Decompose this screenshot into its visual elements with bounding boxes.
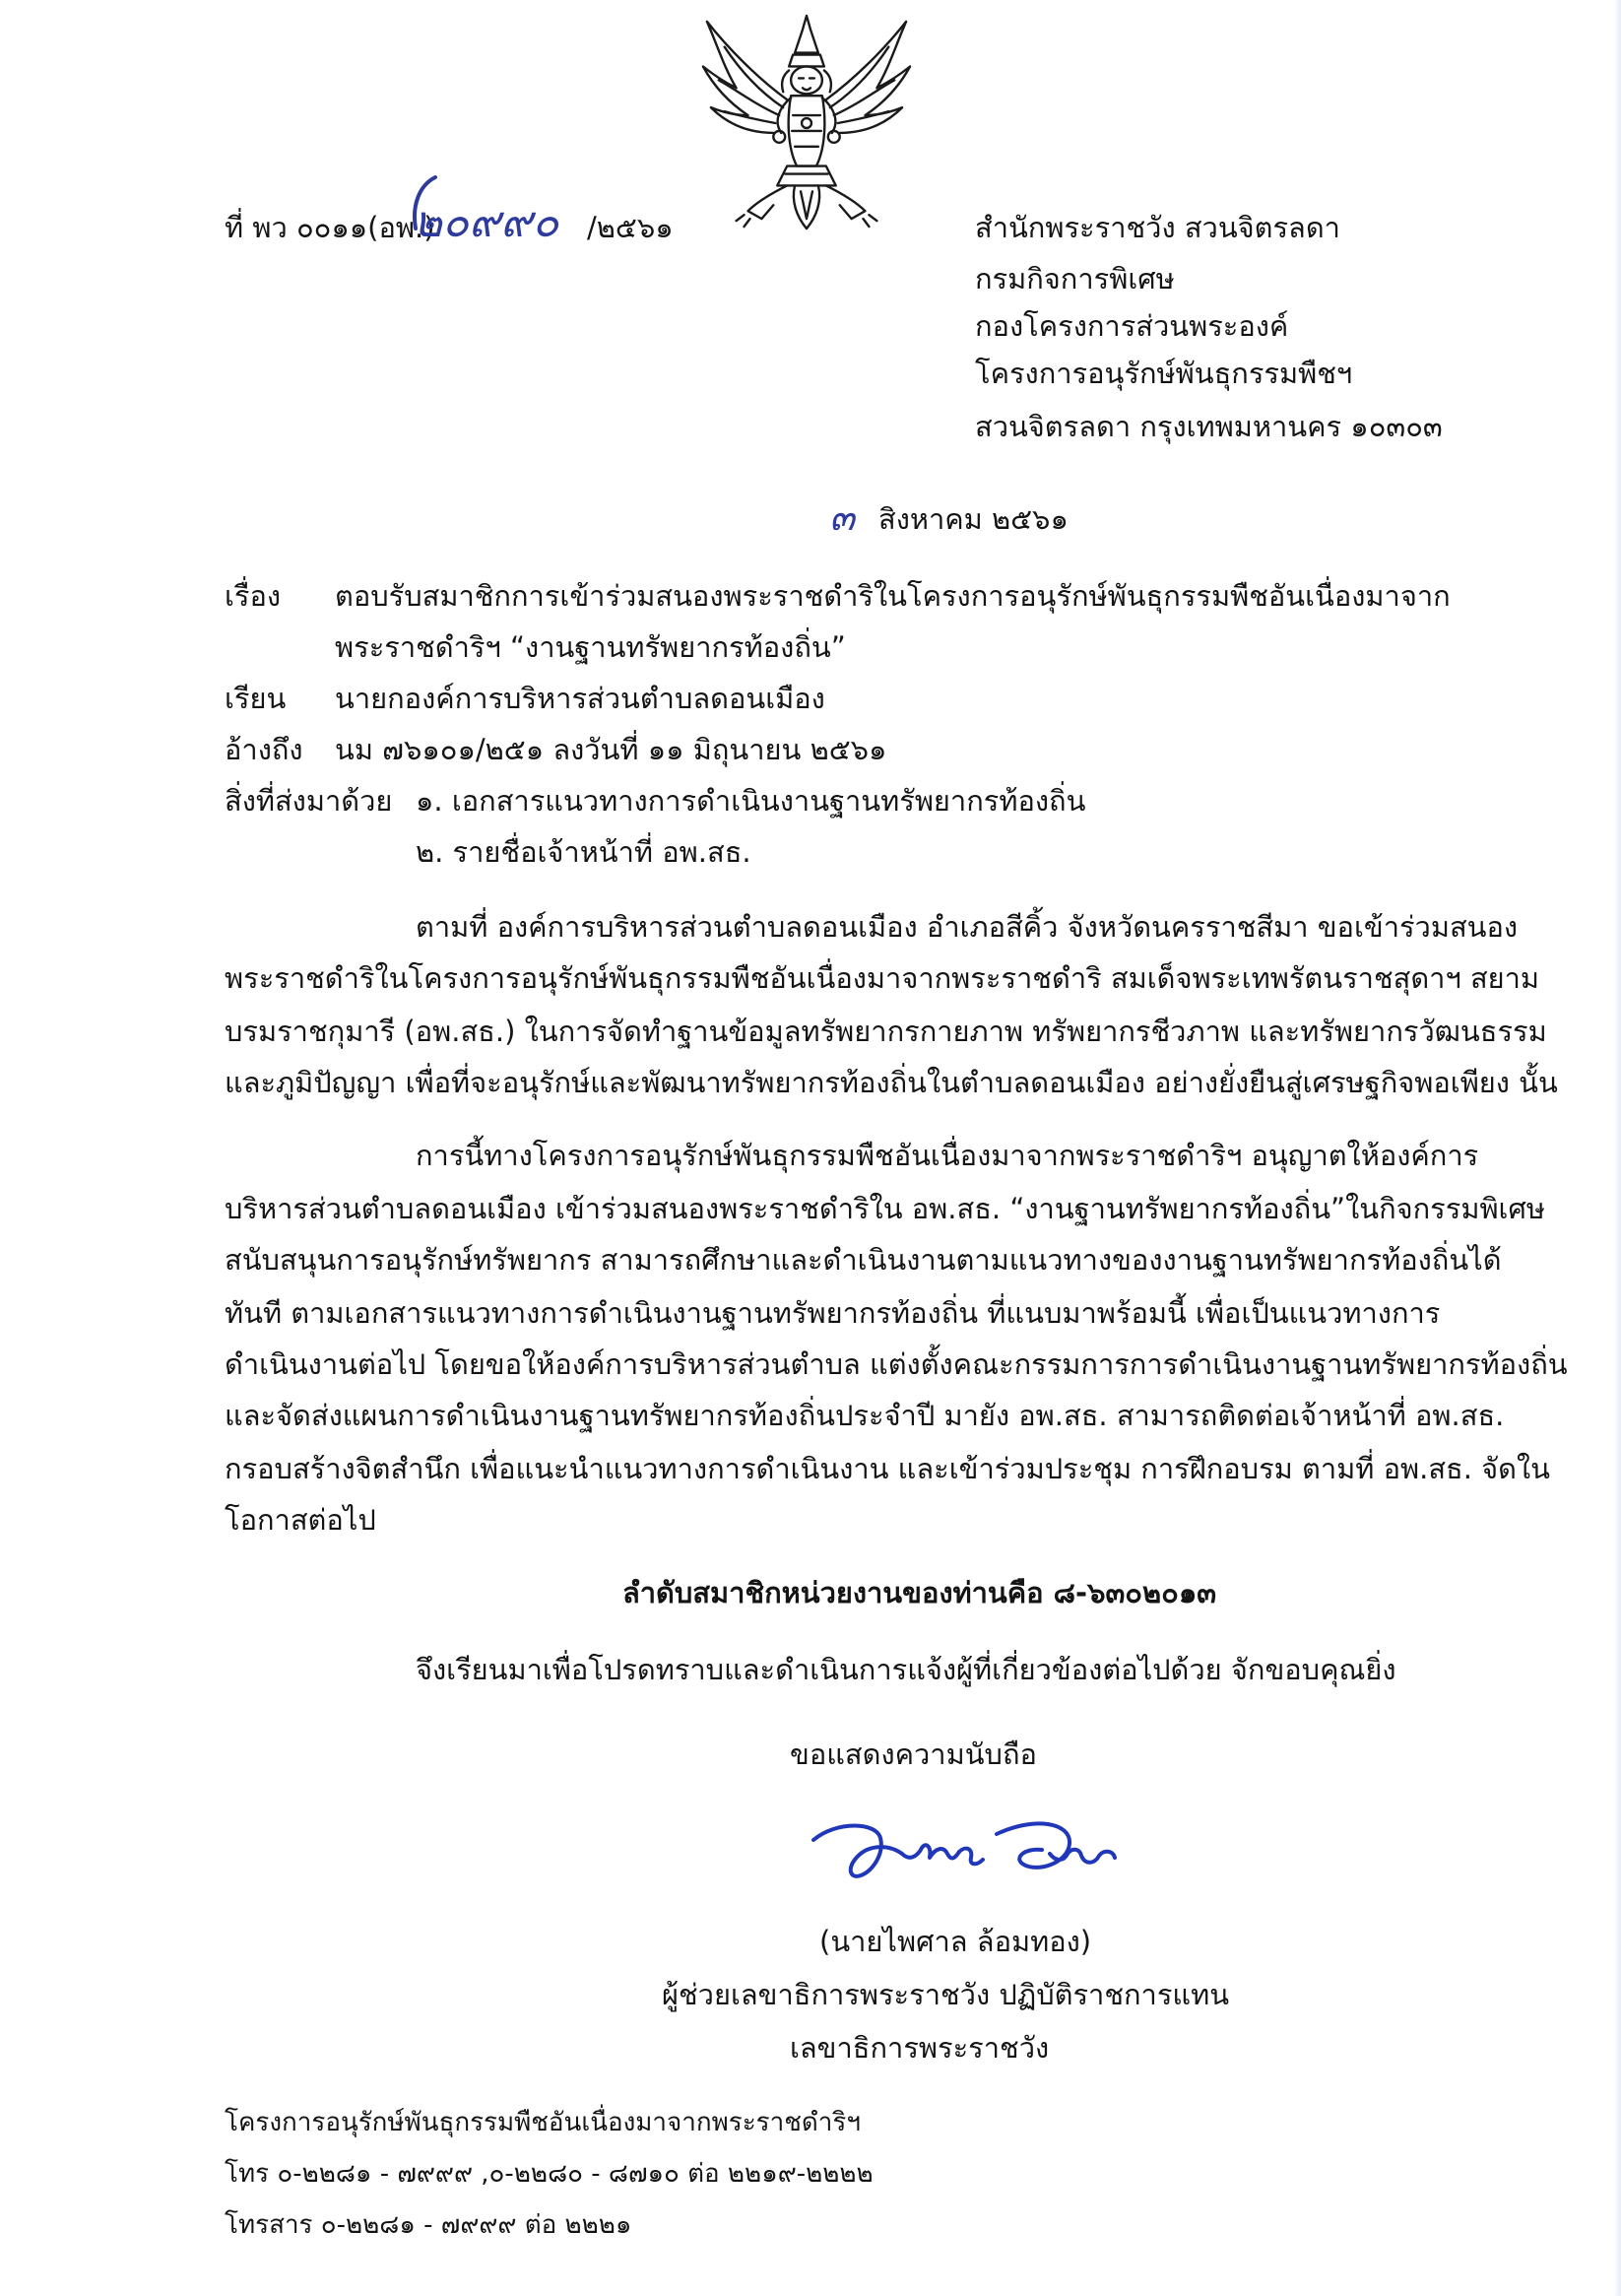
to-value: นายกองค์การบริหารส่วนตำบลดอนเมือง [335, 682, 825, 715]
paragraph-2-line: บริหารส่วนตำบลดอนเมือง เข้าร่วมสนองพระราชดำริใน อพ.สธ. “งานฐานทรัพยากรท้องถิ่น”ในกิจกรรมพิเศษ [225, 1192, 1545, 1225]
reference-prefix: ที่ พว ๐๐๑๑(อพ.) [225, 211, 435, 244]
signer-name: (นายไพศาล ล้อมทอง) [819, 1925, 1092, 1958]
handwritten-reference-number: ๒๐๙๙๐ [414, 197, 559, 247]
enclosure-item-2: ๒. รายชื่อเจ้าหน้าที่ อพ.สธ. [416, 835, 751, 869]
member-number: ลำดับสมาชิกหน่วยงานของท่านคือ ๘-๖๓๐๒๐๑๓ [622, 1576, 1217, 1609]
sender-line-4: โครงการอนุรักษ์พันธุกรรมพืชฯ [975, 357, 1353, 390]
paragraph-1-line: และภูมิปัญญา เพื่อที่จะอนุรักษ์และพัฒนาทรัพยากรท้องถิ่นในตำบลดอนเมือง อย่างยั่งยืนสู่เศรษฐกิจพอเพียง นั้น [225, 1066, 1558, 1099]
footer-phone: โทร ๐-๒๒๘๑ - ๗๙๙๙ ,๐-๒๒๘๐ - ๘๗๑๐ ต่อ ๒๒๑๙-๒๒๒๒ [225, 2159, 874, 2189]
sender-line-1: สำนักพระราชวัง สวนจิตรลดา [975, 211, 1340, 244]
paragraph-2-line: และจัดส่งแผนการดำเนินงานฐานทรัพยากรท้องถิ่นประจำปี มายัง อพ.สธ. สามารถติดต่อเจ้าหน้าที่ อพ.สธ. [225, 1399, 1505, 1432]
signature-icon [808, 1814, 1152, 1887]
footer-line: โครงการอนุรักษ์พันธุกรรมพืชอันเนื่องมาจากพระราชดำริฯ [225, 2108, 861, 2137]
handwritten-date-day: ๓ [829, 495, 855, 539]
to-label: เรียน [225, 682, 287, 715]
enclosure-label: สิ่งที่ส่งมาด้วย [225, 784, 393, 818]
subject-line-1: ตอบรับสมาชิกการเข้าร่วมสนองพระราชดำริในโครงการอนุรักษ์พันธุกรรมพืชอันเนื่องมาจาก [335, 579, 1451, 613]
sender-line-3: กองโครงการส่วนพระองค์ [975, 309, 1289, 343]
reference-number [225, 205, 435, 250]
pen-stroke-icon [406, 175, 441, 230]
paragraph-2-line: การนี้ทางโครงการอนุรักษ์พันธุกรรมพืชอันเนื่องมาจากพระราชดำริฯ อนุญาตให้องค์การ [416, 1139, 1479, 1172]
salutation: ขอแสดงความนับถือ [790, 1738, 1037, 1771]
paragraph-2-line: ทันที ตามเอกสารแนวทางการดำเนินงานฐานทรัพยากรท้องถิ่น ที่แนบมาพร้อมนี้ เพื่อเป็นแนวทางการ [225, 1296, 1441, 1330]
closing-request: จึงเรียนมาเพื่อโปรดทราบและดำเนินการแจ้งผู้ที่เกี่ยวข้องต่อไปด้วย จักขอบคุณยิ่ง [416, 1653, 1396, 1686]
paragraph-2-line: ดำเนินงานต่อไป โดยขอให้องค์การบริหารส่วนตำบล แต่งตั้งคณะกรรมการการดำเนินงานฐานทรัพยากรท้องถิ่น [225, 1347, 1568, 1381]
sender-line-2: กรมกิจการพิเศษ [975, 262, 1175, 295]
paragraph-2-line: สนับสนุนการอนุรักษ์ทรัพยากร สามารถศึกษาและดำเนินงานตามแนวทางของงานฐานทรัพยากรท้องถิ่นได้ [225, 1243, 1502, 1277]
garuda-emblem-icon [689, 10, 924, 234]
paragraph-2-line: โอกาสต่อไป [225, 1503, 376, 1537]
signer-title-2: เลขาธิการพระราชวัง [790, 2031, 1050, 2065]
subject-label: เรื่อง [225, 579, 282, 613]
paragraph-2-line: กรอบสร้างจิตสำนึก เพื่อแนะนำแนวทางการดำเนินงาน และเข้าร่วมประชุม การฝึกอบรม ตามที่ อพ.สธ. จัดใน [225, 1452, 1550, 1485]
footer-fax: โทรสาร ๐-๒๒๘๑ - ๗๙๙๙ ต่อ ๒๒๒๑ [225, 2210, 632, 2240]
sender-line-5: สวนจิตรลดา กรุงเทพมหานคร ๑๐๓๐๓ [975, 410, 1443, 443]
signer-title-1: ผู้ช่วยเลขาธิการพระราชวัง ปฏิบัติราชการแทน [662, 1978, 1230, 2011]
reference-year: /๒๕๖๑ [587, 211, 674, 244]
reference-value: นม ๗๖๑๐๑/๒๕๑ ลงวันที่ ๑๑ มิถุนายน ๒๕๖๑ [335, 733, 887, 766]
letter-date: สิงหาคม ๒๕๖๑ [878, 502, 1069, 536]
page-edge [1613, 0, 1621, 2296]
reference-label: อ้างถึง [225, 733, 303, 766]
paragraph-1-line: บรมราชกุมารี (อพ.สธ.) ในการจัดทำฐานข้อมูลทรัพยากรกายภาพ ทรัพยากรชีวภาพ และทรัพยากรวัฒนธรรม [225, 1015, 1547, 1048]
subject-line-2: พระราชดำริฯ “งานฐานทรัพยากรท้องถิ่น” [335, 630, 846, 664]
enclosure-item-1: ๑. เอกสารแนวทางการดำเนินงานฐานทรัพยากรท้องถิ่น [416, 784, 1086, 818]
paragraph-1-line: พระราชดำริในโครงการอนุรักษ์พันธุกรรมพืชอันเนื่องมาจากพระราชดำริ สมเด็จพระเทพรัตนราชสุดาฯ สยาม [225, 961, 1540, 995]
paragraph-1-line: ตามที่ องค์การบริหารส่วนตำบลดอนเมือง อำเภอสีคิ้ว จังหวัดนครราชสีมา ขอเข้าร่วมสนอง [416, 910, 1519, 944]
